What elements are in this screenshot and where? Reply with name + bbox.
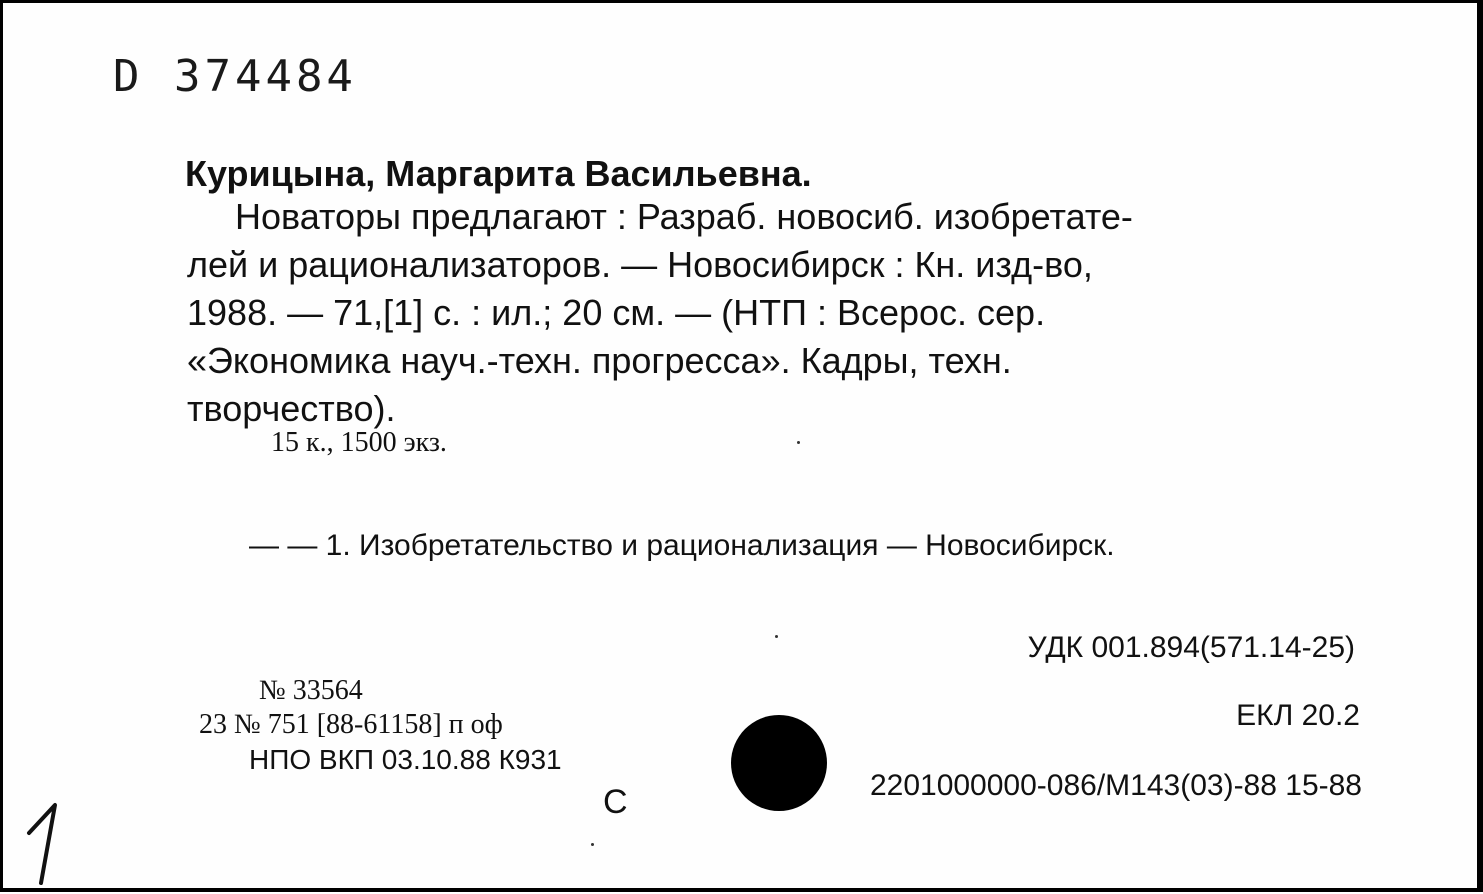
bibliographic-description	[187, 193, 1359, 433]
punch-hole	[731, 715, 827, 811]
description-line: 1988. — 71,[1] с. : ил.; 20 см. — (НТП : Всерос. сер.	[187, 292, 1046, 333]
print-speck	[797, 441, 800, 444]
handwritten-number-mark	[21, 799, 71, 894]
description-line: лей и рационализаторов. — Новосибирск : Кн. изд-во,	[187, 244, 1093, 285]
udk-classification: УДК 001.894(571.14-25)	[1027, 631, 1355, 664]
print-speck	[591, 843, 594, 846]
publication-code: 2201000000-086/М143(03)-88 15-88	[869, 769, 1362, 802]
letter-mark: С	[603, 783, 628, 821]
print-speck	[775, 635, 778, 638]
card-number: № 33564	[259, 675, 363, 706]
description-line: творчество).	[187, 388, 396, 429]
description-line: Новаторы предлагают : Разраб. новосиб. изобретате-	[235, 196, 1133, 237]
inventory-number: D 374484	[113, 51, 357, 102]
ekl-classification: ЕКЛ 20.2	[1236, 699, 1360, 732]
price-print-run: 15 к., 1500 экз.	[271, 427, 447, 458]
subject-heading: — — 1. Изобретательство и рационализация — Новосибирск.	[249, 529, 1115, 562]
order-line: 23 № 751 [88-61158] п оф	[199, 709, 503, 740]
author-heading: Курицына, Маргарита Васильевна.	[185, 153, 812, 194]
npo-line: НПО ВКП 03.10.88 К931	[249, 744, 562, 775]
description-line: «Экономика науч.-техн. прогресса». Кадры, техн.	[187, 340, 1012, 381]
